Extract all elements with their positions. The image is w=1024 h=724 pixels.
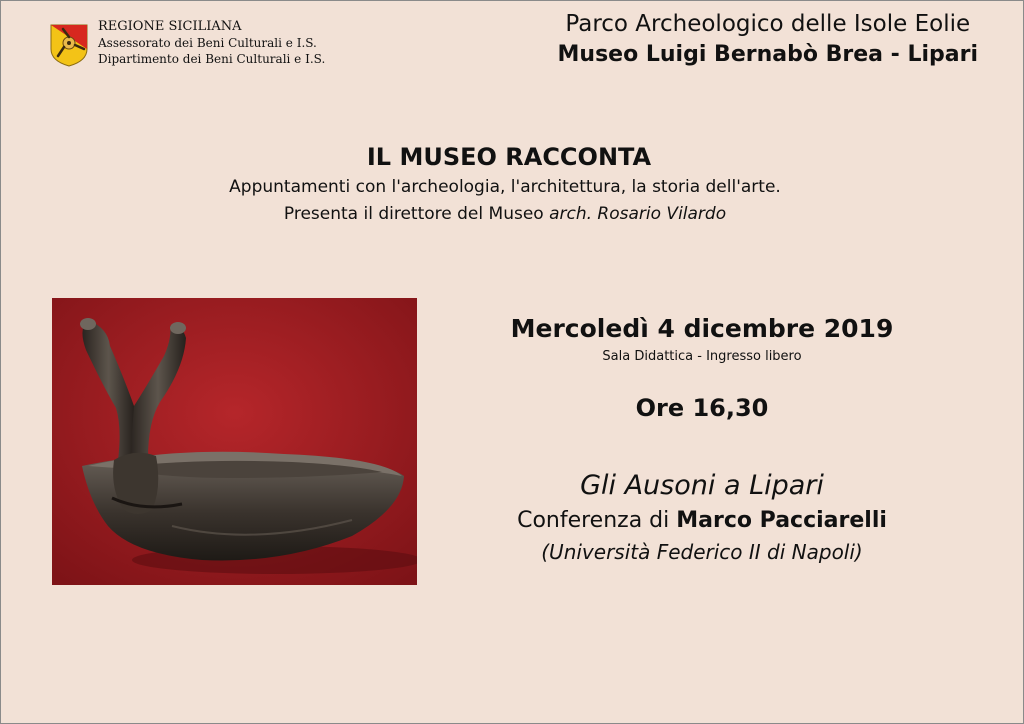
talk-speaker [482,506,922,536]
speaker-affiliation: (Università Federico II di Napoli) [541,540,863,564]
event-venue: Sala Didattica - Ingresso libero [602,349,802,364]
presenter-name: arch. Rosario Vilardo [549,204,727,224]
event-time: Ore 16,30 [635,394,769,422]
park-block [558,8,978,70]
region-name: REGIONE SICILIANA [98,19,242,34]
event-date: Mercoledì 4 dicembre 2019 [510,314,894,343]
sicily-trinacria-emblem-icon [49,23,89,67]
speaker-prefix: Conferenza di [517,508,677,533]
park-name: Parco Archeologico delle Isole Eolie [565,11,971,37]
presenter-prefix: Presenta il direttore del Museo [283,204,550,224]
series-subtitle: Appuntamenti con l'archeologia, l'architettura, la storia dell'arte. [229,177,781,197]
museum-name: Museo Luigi Bernabò Brea - Lipari [557,42,978,67]
region-assessorato: Assessorato dei Beni Culturali e I.S. [98,36,317,50]
ancient-ceramic-bowl-photo [52,298,417,585]
series-title: IL MUSEO RACCONTA [366,143,652,171]
region-dipartimento: Dipartimento dei Beni Culturali e I.S. [98,52,326,66]
region-block [98,19,325,67]
series-presenter [0,203,1010,225]
talk-title: Gli Ausoni a Lipari [580,470,824,501]
speaker-name: Marco Pacciarelli [676,508,887,533]
